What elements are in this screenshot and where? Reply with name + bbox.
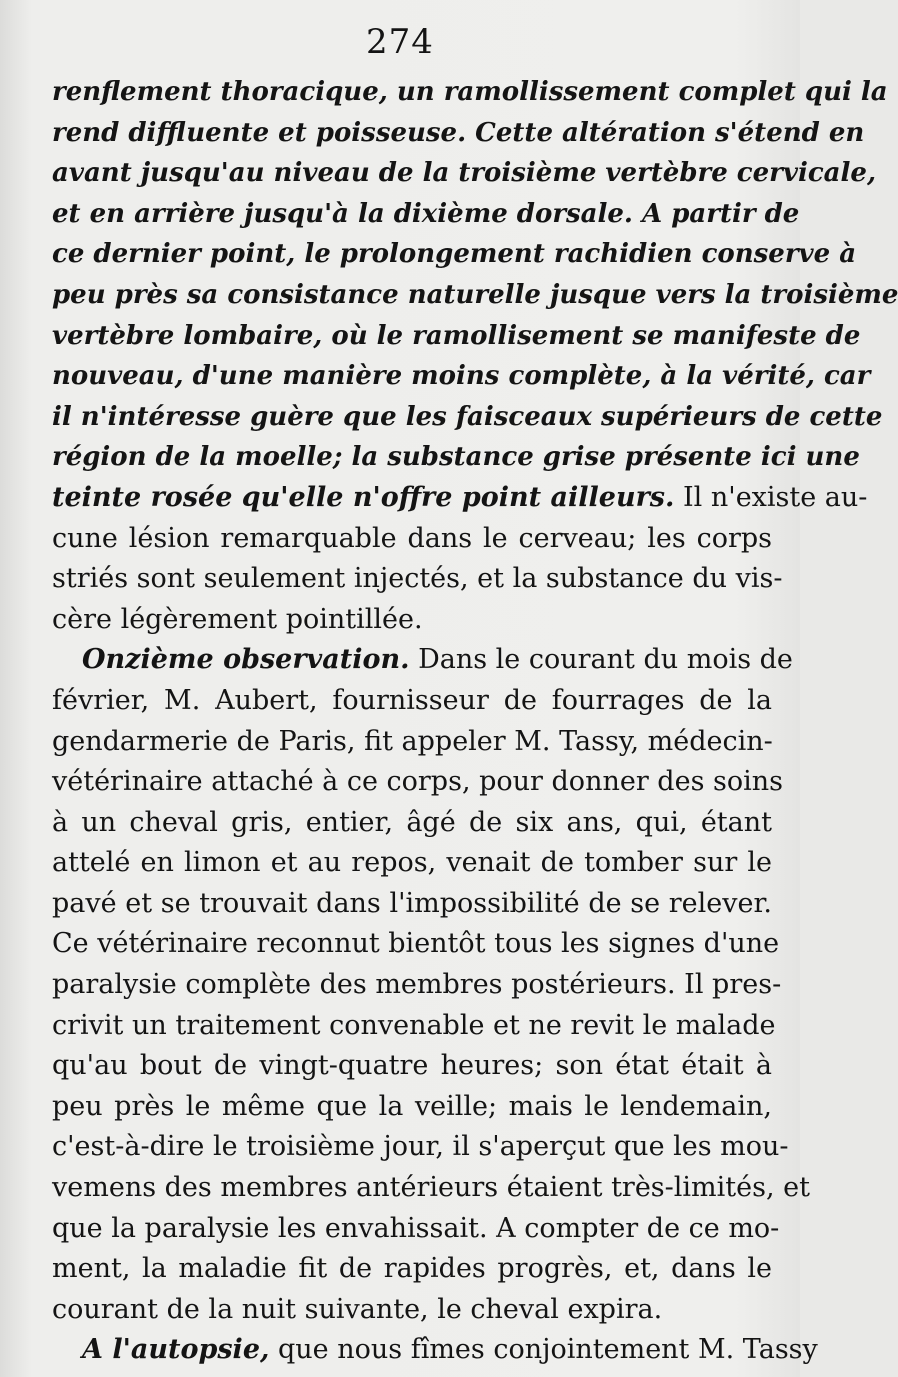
roman-run: que nous fîmes conjointement M. Tassy <box>269 1334 818 1366</box>
text-line: vertèbre lombaire, où le ramollisement se manifeste de <box>52 320 861 351</box>
text-line: rend diffluente et poisseuse. Cette altération s'étend en <box>52 117 865 148</box>
text-line: attelé en limon et au repos, venait de tomber sur le <box>52 847 772 879</box>
text-line: à un cheval gris, entier, âgé de six ans, qui, étant <box>52 806 772 838</box>
text-line: peu près le même que la veille; mais le lendemain, <box>52 1090 772 1122</box>
text-line: février, M. Aubert, fournisseur de fourrages de la <box>52 684 772 716</box>
text-line: pavé et se trouvait dans l'impossibilité de se relever. <box>52 887 772 919</box>
text-line: renflement thoracique, un ramollissement complet qui la <box>52 77 888 107</box>
text-line: il n'intéresse guère que les faisceaux supérieurs de cette <box>52 401 883 432</box>
text-line: et en arrière jusqu'à la dixième dorsale. A partir de <box>52 198 800 229</box>
text-line: cune lésion remarquable dans le cerveau; les corps <box>52 522 772 554</box>
text-line <box>52 478 868 519</box>
roman-run: Il n'existe au- <box>674 481 868 513</box>
autopsy-line <box>52 1330 818 1371</box>
page-number: 274 <box>366 22 434 62</box>
autopsy-title: A l'autopsie, <box>82 1334 270 1366</box>
roman-run: Dans le courant du mois de <box>409 644 793 676</box>
text-line: c'est-à-dire le troisième jour, il s'aperçut que les mou- <box>52 1131 789 1163</box>
text-line: avant jusqu'au niveau de la troisième vertèbre cervicale, <box>52 158 877 189</box>
text-line: gendarmerie de Paris, fit appeler M. Tassy, médecin- <box>52 725 773 757</box>
text-line: vemens des membres antérieurs étaient très-limités, et <box>52 1172 810 1204</box>
text-line: que la paralysie les envahissait. A compter de ce mo- <box>52 1212 780 1244</box>
italic-run: teinte rosée qu'elle n'offre point ailleurs. <box>52 481 675 513</box>
text-line: région de la moelle; la substance grise présente ici une <box>52 442 860 473</box>
text-line: peu près sa consistance naturelle jusque vers la troisième <box>52 279 898 310</box>
text-line: Ce vétérinaire reconnut bientôt tous les signes d'une <box>52 928 780 960</box>
text-line: ment, la maladie fit de rapides progrès, et, dans le <box>52 1253 772 1285</box>
text-line: vétérinaire attaché à ce corps, pour donner des soins <box>52 766 784 798</box>
text-line: striés sont seulement injectés, et la substance du vis- <box>52 563 783 595</box>
text-line: paralysie complète des membres postérieurs. Il pres- <box>52 969 782 1001</box>
text-line: nouveau, d'une manière moins complète, à la vérité, car <box>52 361 871 392</box>
text-line: cère légèrement pointillée. <box>52 603 423 635</box>
text-line: qu'au bout de vingt-quatre heures; son état était à <box>52 1050 772 1082</box>
text-line: courant de la nuit suivante, le cheval expira. <box>52 1293 663 1325</box>
observation-title: Onzième observation. <box>82 644 410 676</box>
body-text <box>52 72 898 1371</box>
text-line: crivit un traitement convenable et ne revit le malade <box>52 1009 776 1041</box>
text-line: ce dernier point, le prolongement rachidien conserve à <box>52 239 857 270</box>
observation-heading-line <box>52 640 793 681</box>
